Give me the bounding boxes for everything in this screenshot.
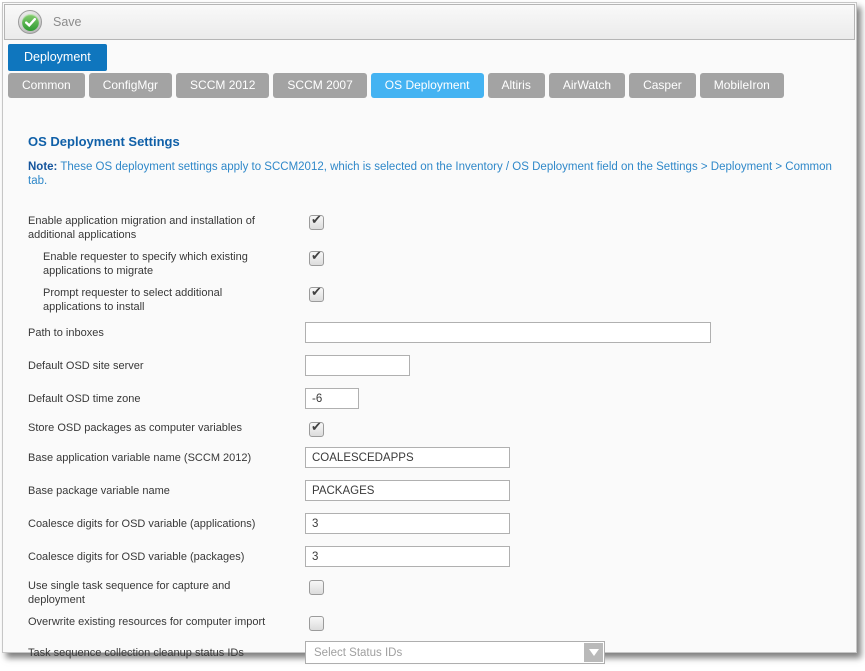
form-row: [28, 355, 856, 376]
tab-deployment[interactable]: Deployment: [8, 44, 107, 71]
app-window: [2, 2, 857, 659]
coalesce-digits-packages-input[interactable]: [305, 546, 510, 567]
form-row: [28, 480, 856, 501]
coalesce-digits-applications-input[interactable]: [305, 513, 510, 534]
tab-casper[interactable]: Casper: [629, 73, 696, 98]
chevron-down-icon: [589, 649, 599, 656]
primary-tabs: [8, 44, 856, 71]
task-sequence-collection-cleanup-status-ids-label: Task sequence collection cleanup status IDs: [28, 646, 244, 659]
default-osd-time-zone-input[interactable]: [305, 388, 359, 409]
enable-requester-specify-migrate-label: Enable requester to specify which existing applications to migrate: [43, 251, 248, 277]
path-to-inboxes-input[interactable]: [305, 322, 711, 343]
note-text: [28, 160, 856, 188]
path-to-inboxes-label: Path to inboxes: [28, 326, 104, 339]
default-osd-site-server-label: Default OSD site server: [28, 359, 144, 372]
base-package-variable-name-label: Base package variable name: [28, 484, 170, 497]
note-body: These OS deployment settings apply to SCCM2012, which is selected on the Inventory / OS Deployment field on the Settings > Deployment > Common tab.: [28, 161, 832, 187]
tab-altiris[interactable]: Altiris: [488, 73, 545, 98]
dropdown-arrow-button[interactable]: [584, 643, 603, 662]
form-row: [28, 615, 856, 633]
form-row: [28, 421, 856, 439]
settings-content: [3, 134, 856, 664]
settings-form: [28, 214, 856, 664]
task-sequence-collection-cleanup-status-ids-dropdown[interactable]: [305, 641, 605, 664]
tab-sccm-2012[interactable]: SCCM 2012: [176, 73, 269, 98]
save-check-icon: [18, 10, 42, 34]
tab-sccm-2007[interactable]: SCCM 2007: [273, 73, 366, 98]
store-osd-packages-as-computer-variables-label: Store OSD packages as computer variables: [28, 422, 242, 434]
form-row: [28, 579, 856, 607]
use-single-task-sequence-label: Use single task sequence for capture and deployment: [28, 580, 231, 606]
prompt-requester-additional-install-checkbox[interactable]: [309, 287, 324, 302]
form-row: [28, 250, 856, 278]
note-prefix: Note:: [28, 161, 58, 173]
store-osd-packages-as-computer-variables-checkbox[interactable]: [309, 422, 324, 437]
form-row: [28, 546, 856, 567]
tab-common[interactable]: Common: [8, 73, 85, 98]
coalesce-digits-packages-label: Coalesce digits for OSD variable (packages): [28, 550, 245, 563]
save-button[interactable]: [18, 10, 82, 34]
toolbar: [4, 4, 855, 40]
tab-airwatch[interactable]: AirWatch: [549, 73, 625, 98]
base-application-variable-name-label: Base application variable name (SCCM 2012): [28, 451, 252, 464]
enable-requester-specify-migrate-checkbox[interactable]: [309, 251, 324, 266]
secondary-tabs: [8, 73, 856, 98]
save-button-label: Save: [53, 15, 82, 29]
form-row: [28, 447, 856, 468]
default-osd-time-zone-label: Default OSD time zone: [28, 392, 141, 405]
base-package-variable-name-input[interactable]: [305, 480, 510, 501]
form-row: [28, 214, 856, 242]
form-row: [28, 388, 856, 409]
tab-configmgr[interactable]: ConfigMgr: [89, 73, 172, 98]
form-row: [28, 641, 856, 664]
tab-mobileiron[interactable]: MobileIron: [700, 73, 784, 98]
enable-application-migration-checkbox[interactable]: [309, 215, 324, 230]
overwrite-existing-resources-checkbox[interactable]: [309, 616, 324, 631]
use-single-task-sequence-checkbox[interactable]: [309, 580, 324, 595]
default-osd-site-server-input[interactable]: [305, 355, 410, 376]
prompt-requester-additional-install-label: Prompt requester to select additional applications to install: [43, 287, 223, 313]
form-row: [28, 513, 856, 534]
dropdown-placeholder: Select Status IDs: [314, 646, 403, 659]
coalesce-digits-applications-label: Coalesce digits for OSD variable (applications): [28, 517, 256, 530]
page-title: OS Deployment Settings: [28, 134, 180, 149]
overwrite-existing-resources-label: Overwrite existing resources for computer import: [28, 616, 266, 628]
form-row: [28, 286, 856, 314]
enable-application-migration-label: Enable application migration and installation of additional applications: [28, 215, 255, 241]
tab-os-deployment[interactable]: OS Deployment: [371, 73, 484, 98]
form-row: [28, 322, 856, 343]
base-application-variable-name-input[interactable]: [305, 447, 510, 468]
